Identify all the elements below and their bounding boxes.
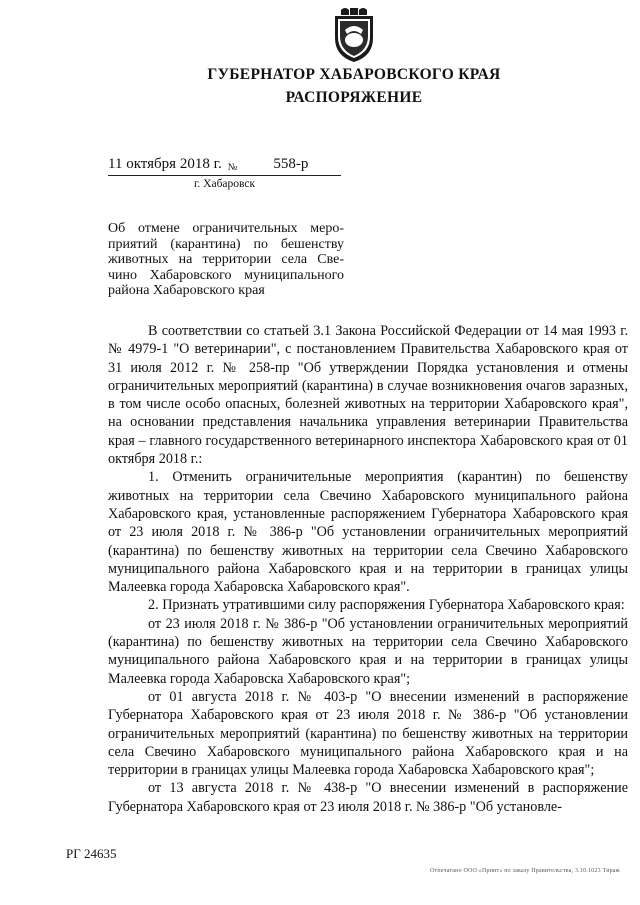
clause-1: 1. Отменить ограничительные мероприятия (карантин) по бешенству животных на территории села Свечино Хабаровского муниципального района Хабаровского края, установленные распоряжением Губернатора Хабаровского края от 23 июля 2018 г. № 386-р "Об установлении ограничительных мероприятий (карантина) по бешенству животных на территории села Свечино Хабаровского муниципального района Хабаровского края и на территории в границах улицы Малеевка города Хабаровска Хабаровского края". — [108, 469, 628, 596]
date-number-line — [108, 156, 308, 173]
preamble-paragraph: В соответствии со статьей 3.1 Закона Российской Федерации от 14 мая 1993 г. № 4979-1 "О ветеринарии", с постановлением Правительства Хабаровского края от 31 июля 2012 г. № 258-пр "Об утверждении Порядка установления и отмены ограничительных мероприятий (карантина) в случае возникновения очагов заразных, в том числе особо опасных, болезней животных на территории Хабаровского края", на основании представления начальника управления ветеринарии Правительства края – главного государственного ветеринарного инспектора Хабаровского края от 01 октября 2018 г.: — [108, 323, 628, 468]
subject-line: района Хабаровского края — [108, 283, 265, 298]
document-date: 11 октября 2018 г. — [108, 156, 222, 172]
subject-line: приятий (карантина) по бешенству — [108, 236, 344, 252]
issuer-title: ГУБЕРНАТОР ХАБАРОВСКОГО КРАЯ — [207, 66, 501, 83]
subject-line: животных на территории села Све- — [108, 252, 344, 267]
coat-of-arms-icon — [331, 6, 377, 64]
document-city: г. Хабаровск — [194, 178, 256, 190]
revoked-order-386: от 23 июля 2018 г. № 386-р "Об установлении ограничительных мероприятий (карантина) по бешенству животных на территории села Свечино Хабаровского муниципального района Хабаровского края и на территории в границах улицы Малеевка города Хабаровска Хабаровского края"; — [108, 615, 628, 687]
document-body — [108, 322, 628, 816]
document-number: 558-р — [273, 156, 309, 172]
subject-line: Об отмене ограничительных меро- — [108, 221, 344, 236]
subject-line: чино Хабаровского муниципального — [108, 267, 344, 283]
print-note: Отпечатано ООО «Принт» по заказу Правительства, 3.10.1023 Тираж — [430, 868, 621, 874]
document-type: РАСПОРЯЖЕНИЕ — [285, 89, 423, 106]
registration-code: РГ 24635 — [66, 846, 117, 861]
clause-2: 2. Признать утратившими силу распоряжения Губернатора Хабаровского края: — [148, 597, 625, 614]
revoked-order-438: от 13 августа 2018 г. № 438-р "О внесении изменений в распоряжение Губернатора Хабаровского края от 23 июля 2018 г. № 386-р "Об установле- — [108, 780, 628, 815]
number-sign: № — [227, 162, 238, 173]
revoked-order-403: от 01 августа 2018 г. № 403-р "О внесении изменений в распоряжение Губернатора Хабаровского края от 23 июля 2018 г. № 386-р "Об установлении ограничительных мероприятий (карантина) по бешенству животных на территории села Свечино Хабаровского муниципального района Хабаровского края и на территории в границах улицы Малеевка города Хабаровска Хабаровского края"; — [108, 688, 628, 779]
date-underline — [108, 175, 341, 176]
document-subject — [108, 221, 344, 299]
